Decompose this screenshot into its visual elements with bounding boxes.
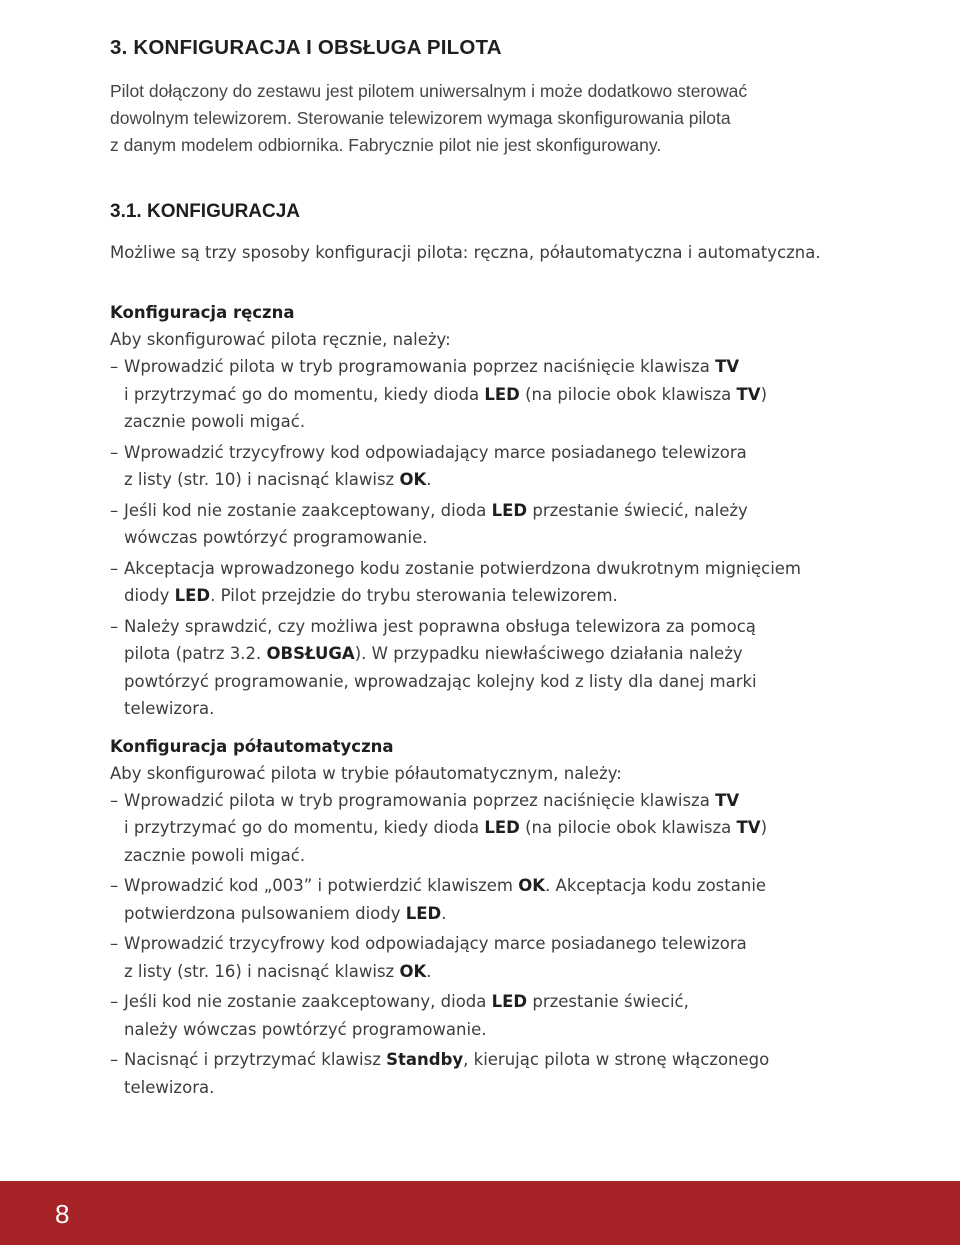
list-dash: – xyxy=(110,934,119,953)
manual-steps-list xyxy=(110,353,910,723)
page-content xyxy=(110,36,910,1104)
list-dash: – xyxy=(110,558,119,578)
list-dash: – xyxy=(110,442,119,462)
manual-config-title: Konfiguracja ręczna xyxy=(110,303,295,322)
list-item: – Jeśli kod nie zostanie zaakceptowany, dioda LED przestanie świecić, należy wówczas powtórzyć programowanie. xyxy=(110,988,910,1043)
page-number: 8 xyxy=(55,1199,70,1229)
list-item: – Wprowadzić pilota w tryb programowania poprzez naciśnięcie klawisza TV i przytrzymać go do momentu, kiedy dioda LED (na pilocie obok klawisza TV) zacznie powoli migać. xyxy=(110,353,910,436)
manual-config-lead: Aby skonfigurować pilota ręcznie, należy: xyxy=(110,330,451,349)
intro-line: dowolnym telewizorem. Sterowanie telewizorem wymaga skonfigurowania pilota xyxy=(110,108,731,128)
list-item: – Akceptacja wprowadzonego kodu zostanie potwierdzona dwukrotnym mignięciem diody LED. Pilot przejdzie do trybu sterowania telewizorem. xyxy=(110,555,910,610)
footer-bar xyxy=(0,1181,960,1245)
subsection-heading: 3.1. KONFIGURACJA xyxy=(110,201,301,222)
subsection-lead: Możliwe są trzy sposoby konfiguracji pilota: ręczna, półautomatyczna i automatyczna. xyxy=(110,243,821,262)
list-dash: – xyxy=(110,1050,119,1069)
semi-config-title: Konfiguracja półautomatyczna xyxy=(110,736,394,756)
intro-line: z danym modelem odbiornika. Fabrycznie pilot nie jest skonfigurowany. xyxy=(110,135,662,155)
list-dash: – xyxy=(110,500,119,520)
semi-config-lead: Aby skonfigurować pilota w trybie półautomatycznym, należy: xyxy=(110,763,622,783)
list-item: – Wprowadzić trzycyfrowy kod odpowiadający marce posiadanego telewizora z listy (str. 10) i nacisnąć klawisz OK. xyxy=(110,439,910,494)
list-item: – Wprowadzić trzycyfrowy kod odpowiadający marce posiadanego telewizora z listy (str. 16) i nacisnąć klawisz OK. xyxy=(110,930,910,985)
list-item: – Jeśli kod nie zostanie zaakceptowany, dioda LED przestanie świecić, należy wówczas powtórzyć programowanie. xyxy=(110,497,910,552)
list-dash: – xyxy=(110,790,119,810)
list-item: – Wprowadzić pilota w tryb programowania poprzez naciśnięcie klawisza TV i przytrzymać go do momentu, kiedy dioda LED (na pilocie obok klawisza TV) zacznie powoli migać. xyxy=(110,787,910,870)
list-item: – Wprowadzić kod „003” i potwierdzić klawiszem OK. Akceptacja kodu zostanie potwierdzona pulsowaniem diody LED. xyxy=(110,872,910,927)
list-dash: – xyxy=(110,876,119,895)
semi-steps-list xyxy=(110,787,910,1102)
section-heading: 3. KONFIGURACJA I OBSŁUGA PILOTA xyxy=(110,36,502,59)
list-item: – Nacisnąć i przytrzymać klawisz Standby, kierując pilota w stronę włączonego telewizora. xyxy=(110,1046,910,1101)
section-intro xyxy=(110,78,910,159)
list-dash: – xyxy=(110,616,119,636)
list-item: – Należy sprawdzić, czy możliwa jest poprawna obsługa telewizora za pomocą pilota (patrz 3.2. OBSŁUGA). W przypadku niewłaściwego działania należy powtórzyć programowanie, wprowadzając kolejny kod z listy dla danej marki telewizora. xyxy=(110,613,910,723)
list-dash: – xyxy=(110,992,119,1011)
list-dash: – xyxy=(110,357,119,376)
intro-line: Pilot dołączony do zestawu jest pilotem uniwersalnym i może dodatkowo sterować xyxy=(110,81,748,101)
